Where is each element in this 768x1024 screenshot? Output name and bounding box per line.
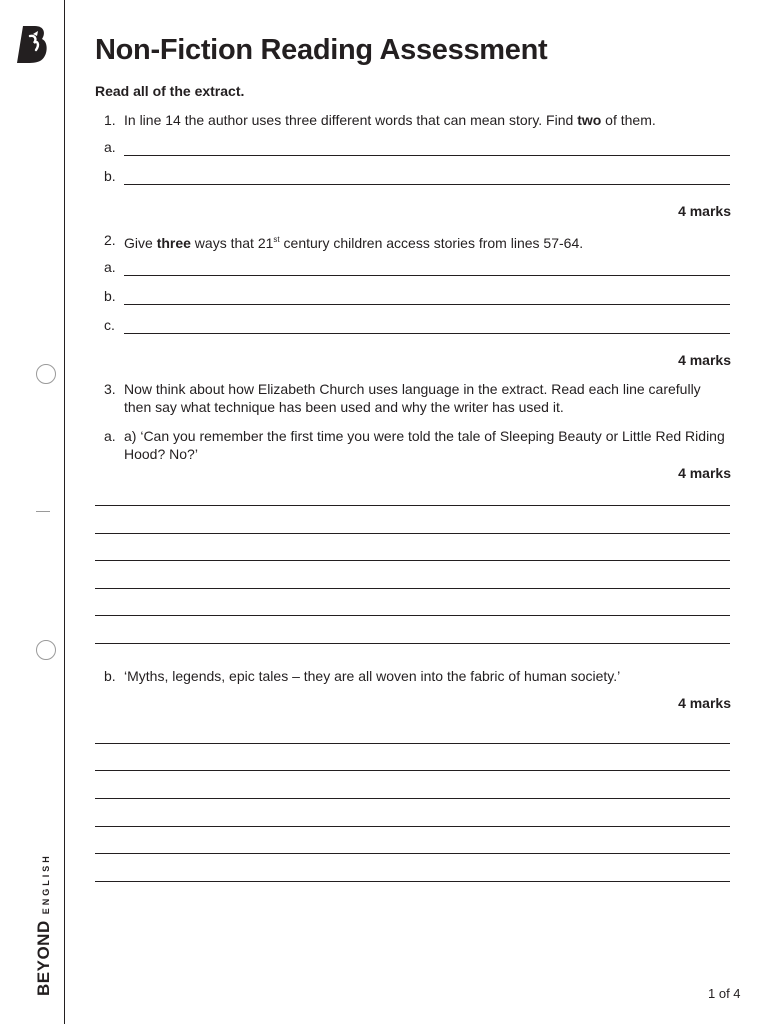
- writing-line[interactable]: [95, 743, 730, 744]
- writing-line[interactable]: [95, 826, 730, 827]
- marks-label: 4 marks: [678, 465, 731, 481]
- answer-label: a.: [104, 139, 116, 155]
- writing-line[interactable]: [95, 798, 730, 799]
- question-text: In line 14 the author uses three different words that can mean story. Find two of them.: [124, 112, 656, 128]
- brand-wordmark: [34, 853, 54, 996]
- question-text: ‘Myths, legends, epic tales – they are all woven into the fabric of human society.’: [124, 668, 621, 684]
- answer-label: b.: [104, 168, 116, 184]
- marks-label: 4 marks: [678, 695, 731, 711]
- question-text: Now think about how Elizabeth Church uses language in the extract. Read each line carefully then say what technique has been used and why the writer has used it.: [124, 381, 701, 415]
- page-title: Non-Fiction Reading Assessment: [95, 34, 548, 66]
- answer-label: c.: [104, 317, 115, 333]
- writing-line[interactable]: [95, 533, 730, 534]
- writing-line[interactable]: [95, 505, 730, 506]
- writing-line[interactable]: [95, 615, 730, 616]
- question-text: Give three ways that 21st century children access stories from lines 57-64.: [124, 235, 584, 251]
- writing-line[interactable]: [95, 770, 730, 771]
- margin-rule: [64, 0, 65, 1024]
- instruction: Read all of the extract.: [95, 83, 245, 99]
- writing-line[interactable]: [95, 560, 730, 561]
- answer-label: a.: [104, 259, 116, 275]
- punch-hole: [36, 364, 56, 384]
- fold-mark: [36, 511, 50, 512]
- question-part-label: a.: [104, 428, 116, 444]
- page-number: 1 of 4: [708, 986, 741, 1001]
- question-number: 3.: [104, 381, 116, 397]
- marks-label: 4 marks: [678, 203, 731, 219]
- answer-label: b.: [104, 288, 116, 304]
- beyond-b-logo-icon: [16, 24, 50, 64]
- writing-line[interactable]: [95, 853, 730, 854]
- writing-line[interactable]: [95, 643, 730, 644]
- question-number: 2.: [104, 232, 116, 248]
- writing-line[interactable]: [95, 881, 730, 882]
- brand-sub: ENGLISH: [41, 853, 51, 915]
- writing-line[interactable]: [95, 588, 730, 589]
- marks-label: 4 marks: [678, 352, 731, 368]
- punch-hole: [36, 640, 56, 660]
- question-text: a) ‘Can you remember the first time you were told the tale of Sleeping Beauty or Little Red Riding Hood? No?’: [124, 428, 725, 462]
- brand-main: BEYOND: [34, 920, 53, 996]
- question-number: 1.: [104, 112, 116, 128]
- question-part-label: b.: [104, 668, 116, 684]
